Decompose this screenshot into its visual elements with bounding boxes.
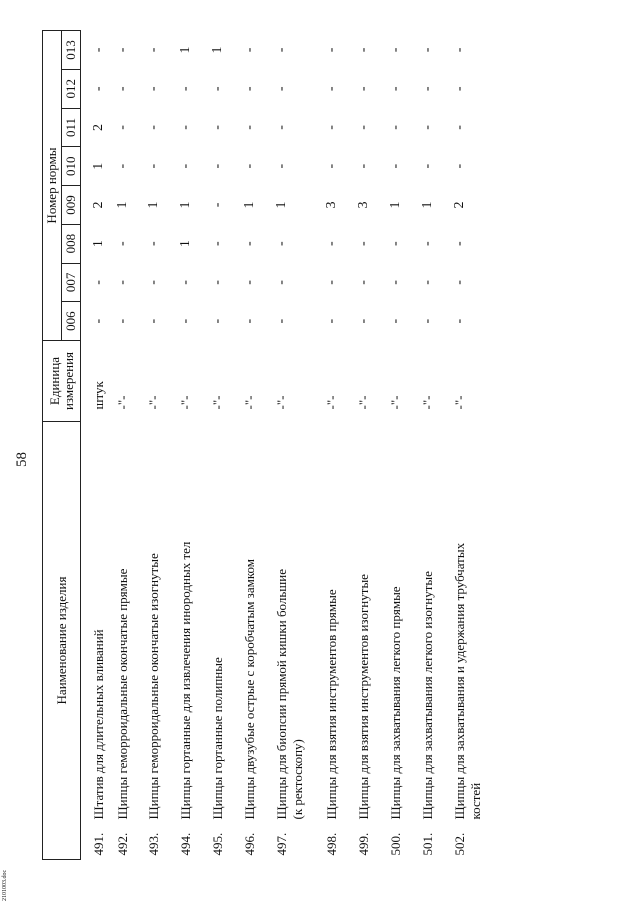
norm-value-cell: - (355, 280, 371, 285)
item-number: 499. (355, 832, 371, 856)
norm-value-cell: - (209, 280, 225, 285)
norm-value-cell: - (355, 47, 371, 53)
norm-value-cell: - (145, 125, 161, 130)
footer-filename: 2101003.doc (2, 869, 8, 901)
norm-value-cell: - (241, 163, 257, 169)
norm-value-cell: - (323, 47, 339, 53)
norm-value-cell: - (419, 241, 435, 246)
norm-value-cell: - (323, 86, 339, 92)
norm-value-cell: 1 (241, 201, 257, 209)
norm-value-cell: - (114, 47, 130, 53)
norm-value-cell: 1 (91, 240, 106, 248)
norm-value-cell: - (387, 280, 403, 285)
norm-value-cell: - (451, 163, 467, 169)
norm-value-cell: 1 (177, 46, 193, 54)
norm-value-cell: - (177, 318, 193, 324)
header-code: 007 (62, 263, 81, 302)
table-row (388, 31, 420, 860)
table-body (81, 31, 492, 860)
norm-value-cell: - (387, 318, 403, 324)
norm-value-cell: 1 (387, 201, 403, 209)
norm-value-cell: - (145, 280, 161, 285)
norm-value-cell: - (177, 125, 193, 130)
header-code: 010 (62, 147, 81, 186)
norm-value-cell: - (451, 280, 467, 285)
norm-value-cell: 1 (273, 201, 289, 209)
unit-cell: -"- (114, 395, 130, 410)
norm-value-cell: - (177, 280, 193, 285)
norm-value-cell: - (419, 86, 435, 92)
item-name-cell (356, 422, 388, 860)
norm-value-cell: - (241, 47, 257, 53)
norm-value-cell: - (323, 125, 339, 130)
norm-value-cell: - (114, 280, 130, 285)
norm-value-cell: - (451, 125, 467, 130)
norm-value-cell: - (387, 86, 403, 92)
item-name-cell (210, 422, 242, 860)
item-name: Щипцы для захватывания легкого изогнутые (419, 571, 435, 820)
norm-value-cell: - (323, 318, 339, 324)
norm-value-cell: - (419, 47, 435, 53)
norm-value-cell: - (273, 163, 289, 169)
norm-value-cell: - (114, 241, 130, 246)
table-row (420, 31, 452, 860)
unit-cell: -"- (209, 395, 225, 410)
norm-value-cell: 2 (91, 201, 106, 209)
item-name-cell (146, 422, 178, 860)
norm-value-cell: - (91, 280, 106, 285)
norm-value-cell: - (355, 163, 371, 169)
item-name: Щипцы гортанные для извлечения инородных тел (177, 541, 193, 820)
table-row (356, 31, 388, 860)
item-number: 497. (273, 832, 289, 856)
table-row (178, 31, 210, 860)
item-name: Щипцы для биопсии прямой кишки большие (273, 568, 289, 820)
table-row (81, 31, 115, 860)
norm-value-cell: - (177, 86, 193, 92)
norm-value-cell: - (451, 241, 467, 246)
item-name: Щипцы гортанные полипные (209, 657, 225, 820)
norm-value-cell: - (177, 163, 193, 169)
item-name-continuation: костей (467, 782, 483, 820)
norm-value-cell: - (241, 86, 257, 92)
item-number: 496. (241, 832, 257, 856)
header-unit-line1: Единица (46, 356, 62, 406)
norm-value-cell: - (273, 280, 289, 285)
header-unit-line2: измерения (60, 351, 76, 411)
item-number: 493. (145, 832, 161, 856)
item-name: Щипцы для взятия инструментов прямые (323, 589, 339, 820)
unit-cell: -"- (241, 395, 257, 410)
norm-value-cell: - (273, 318, 289, 324)
item-number: 502. (451, 832, 467, 856)
norm-value-cell: - (114, 163, 130, 169)
unit-cell: -"- (419, 395, 435, 410)
norm-value-cell: 1 (419, 201, 435, 209)
norm-value-cell: - (91, 318, 106, 324)
item-name-cell (81, 422, 115, 860)
item-name-cell (274, 422, 324, 860)
table-row (324, 31, 356, 860)
norm-value-cell: - (273, 47, 289, 53)
norm-value-cell: - (114, 318, 130, 324)
item-name: Щипцы геморроидальные окончатые прямые (114, 568, 130, 820)
norm-value-cell: 1 (91, 162, 106, 170)
norm-value-cell: - (273, 241, 289, 246)
norm-value-cell: - (355, 318, 371, 324)
norm-value-cell: - (209, 86, 225, 92)
norm-value-cell: - (241, 318, 257, 324)
norm-value-cell: - (323, 241, 339, 246)
item-number: 498. (323, 832, 339, 856)
norm-value-cell: - (419, 318, 435, 324)
item-name-cell (178, 422, 210, 860)
header-code: 008 (62, 224, 81, 263)
norm-value-cell: - (419, 125, 435, 130)
item-name: Щипцы для взятия инструментов изогнутые (355, 574, 371, 820)
norm-value-cell: 1 (145, 201, 161, 209)
norm-value-cell: - (323, 163, 339, 169)
norm-value-cell: - (241, 125, 257, 130)
item-name: Щипцы двузубые острые с коробчатым замком (241, 559, 257, 820)
unit-cell: -"- (177, 395, 193, 410)
norm-value-cell: - (145, 163, 161, 169)
header-code: 011 (62, 108, 81, 147)
item-number: 495. (209, 832, 225, 856)
norm-value-cell: 2 (91, 123, 106, 131)
norm-value-cell: 2 (451, 201, 467, 209)
norm-value-cell: - (91, 47, 106, 53)
norm-value-cell: - (355, 125, 371, 130)
norm-value-cell: 1 (114, 201, 130, 209)
norm-value-cell: - (355, 241, 371, 246)
page-number: 58 (14, 452, 30, 467)
item-name-cell (115, 422, 146, 860)
header-code: 013 (62, 31, 81, 70)
item-name-cell (388, 422, 420, 860)
item-name-continuation: (к ректоскопу) (289, 739, 305, 820)
norm-value-cell: - (451, 86, 467, 92)
table-row (242, 31, 274, 860)
item-number: 501. (419, 832, 435, 856)
norms-table (42, 30, 492, 860)
norm-value-cell: 1 (177, 201, 193, 209)
item-name: Штатив для длительных вливаний (91, 629, 106, 820)
header-unit (43, 341, 81, 422)
norm-value-cell: - (241, 280, 257, 285)
norm-value-cell: - (387, 163, 403, 169)
norm-value-cell: - (387, 125, 403, 130)
norm-value-cell: - (387, 47, 403, 53)
item-name-cell (420, 422, 452, 860)
norm-value-cell: - (209, 163, 225, 169)
item-number: 491. (91, 832, 106, 856)
norm-value-cell: 1 (177, 240, 193, 248)
norm-value-cell: - (209, 241, 225, 246)
header-code: 009 (62, 186, 81, 225)
norm-value-cell: - (323, 280, 339, 285)
unit-cell: -"- (273, 395, 289, 410)
norm-value-cell: - (451, 318, 467, 324)
norm-value-cell: - (114, 86, 130, 92)
norm-value-cell: - (145, 318, 161, 324)
unit-cell: штук (91, 381, 106, 410)
header-norm-group: Номер нормы (43, 31, 62, 341)
table-row (115, 31, 146, 860)
table-row (452, 31, 492, 860)
table-row (210, 31, 242, 860)
item-name-cell (452, 422, 492, 860)
norm-value-cell: - (209, 202, 225, 208)
norm-value-cell: - (114, 125, 130, 130)
norm-value-cell: - (451, 47, 467, 53)
unit-cell: -"- (145, 395, 161, 410)
item-name-cell (324, 422, 356, 860)
unit-cell: -"- (355, 395, 371, 410)
item-name-cell (242, 422, 274, 860)
norm-value-cell: 3 (355, 201, 371, 209)
item-number: 494. (177, 832, 193, 856)
header-code: 006 (62, 302, 81, 341)
header-name: Наименование изделия (43, 422, 81, 860)
norm-value-cell: - (209, 318, 225, 324)
table-row (274, 31, 324, 860)
norm-value-cell: - (209, 125, 225, 130)
item-name: Щипцы геморроидальные окончатые изогнутые (145, 553, 161, 820)
item-name: Щипцы для захватывания и удержания трубчатых (451, 542, 467, 820)
header-code: 012 (62, 69, 81, 108)
norm-value-cell: 3 (323, 201, 339, 209)
norm-value-cell: - (241, 241, 257, 246)
norm-value-cell: - (145, 86, 161, 92)
norm-value-cell: - (91, 86, 106, 92)
norm-value-cell: - (145, 241, 161, 246)
item-number: 500. (387, 832, 403, 856)
unit-cell: -"- (451, 395, 467, 410)
norm-value-cell: 1 (209, 46, 225, 54)
unit-cell: -"- (387, 395, 403, 410)
norm-value-cell: - (355, 86, 371, 92)
norm-value-cell: - (387, 241, 403, 246)
table-row (146, 31, 178, 860)
norm-value-cell: - (273, 86, 289, 92)
item-name: Щипцы для захватывания легкого прямые (387, 586, 403, 820)
norm-value-cell: - (273, 125, 289, 130)
norm-value-cell: - (419, 280, 435, 285)
norm-value-cell: - (145, 47, 161, 53)
unit-cell: -"- (323, 395, 339, 410)
norm-value-cell: - (419, 163, 435, 169)
item-number: 492. (114, 832, 130, 856)
